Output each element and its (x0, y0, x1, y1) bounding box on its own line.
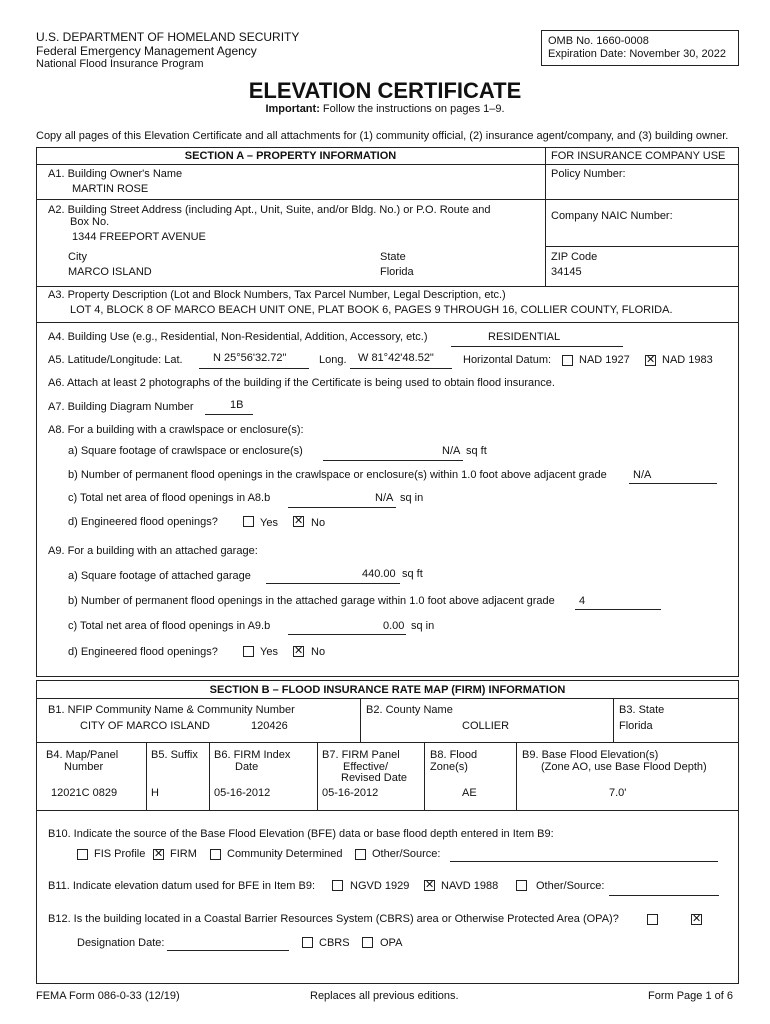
a9d-label: d) Engineered flood openings? (68, 646, 218, 658)
garage-sqft[interactable]: 440.00 (362, 568, 396, 580)
b12-label: B12. Is the building located in a Coastal Barrier Resources System (CBRS) area or Otherwise Protected Area (OPA)? (48, 913, 619, 925)
a5-label: A5. Latitude/Longitude: Lat. (48, 354, 183, 366)
omb-box (541, 30, 739, 66)
building-diagram-number[interactable]: 1B (230, 399, 244, 411)
a9d-yes-label: Yes (260, 646, 278, 658)
b8-label-cont: Zone(s) (430, 761, 468, 773)
a8d-yes-checkbox[interactable] (243, 516, 254, 527)
a6-label: A6. Attach at least 2 photographs of the building if the Certificate is being used to obtain flood insurance. (48, 377, 555, 389)
a4-label: A4. Building Use (e.g., Residential, Non-Residential, Addition, Accessory, etc.) (48, 331, 428, 343)
form-number: FEMA Form 086-0-33 (12/19) (36, 990, 180, 1002)
community-determined-checkbox[interactable] (210, 849, 221, 860)
city-value[interactable]: MARCO ISLAND (68, 266, 152, 278)
a9d-no-label: No (311, 646, 326, 658)
b3-state[interactable]: Florida (619, 720, 653, 732)
a8d-label: d) Engineered flood openings? (68, 516, 218, 528)
fis-profile-checkbox[interactable] (77, 849, 88, 860)
section-a-title: SECTION A – PROPERTY INFORMATION (184, 150, 397, 162)
b12-no-checkbox[interactable]: ✕ (692, 913, 702, 925)
designation-date-label: Designation Date: (77, 937, 165, 949)
county-name[interactable]: COLLIER (462, 720, 510, 732)
replaces-note: Replaces all previous editions. (310, 990, 459, 1002)
cbrs-label: CBRS (319, 937, 350, 949)
fis-profile-label: FIS Profile (94, 848, 146, 860)
a9a-unit: sq ft (402, 568, 423, 580)
nad1927-checkbox[interactable] (562, 355, 573, 366)
cbrs-checkbox[interactable] (302, 937, 313, 948)
a9d-no-checkbox[interactable]: ✕ (294, 645, 304, 657)
naic-number-label: Company NAIC Number: (551, 210, 673, 222)
street-address[interactable]: 1344 FREEPORT AVENUE (72, 231, 206, 243)
a9c-unit: sq in (411, 620, 435, 632)
base-flood-elevation[interactable]: 7.0' (609, 787, 627, 799)
map-panel-number[interactable]: 12021C 0829 (51, 787, 118, 799)
important-label: Important: (265, 103, 320, 115)
policy-number-label: Policy Number: (551, 168, 626, 180)
page-number: Form Page 1 of 6 (648, 990, 733, 1002)
flood-zone[interactable]: AE (462, 787, 477, 799)
city-label: City (68, 251, 87, 263)
other-source-checkbox[interactable] (355, 849, 366, 860)
firm-panel-date[interactable]: 05-16-2012 (322, 787, 379, 799)
a8d-yes-label: Yes (260, 517, 278, 529)
b11-other-label: Other/Source: (536, 880, 605, 892)
omb-number: OMB No. 1660-0008 (548, 35, 649, 47)
community-number[interactable]: 120426 (251, 720, 288, 732)
zip-value[interactable]: 34145 (551, 266, 582, 278)
b9-label: B9. Base Flood Elevation(s) (522, 749, 659, 761)
building-use[interactable]: RESIDENTIAL (488, 331, 561, 343)
b11-label: B11. Indicate elevation datum used for BFE in Item B9: (48, 880, 315, 892)
b11-other-checkbox[interactable] (516, 880, 527, 891)
b12-yes-checkbox[interactable] (647, 914, 658, 925)
b3-label: B3. State (619, 704, 665, 716)
garage-openings[interactable]: 4 (579, 595, 586, 607)
a1-label: A1. Building Owner's Name (48, 168, 183, 180)
important-text: Follow the instructions on pages 1–9. (322, 103, 505, 115)
b8-label: B8. Flood (430, 749, 478, 761)
section-b-title: SECTION B – FLOOD INSURANCE RATE MAP (FIRM) INFORMATION (209, 684, 566, 696)
state-value[interactable]: Florida (380, 266, 414, 278)
b2-label: B2. County Name (366, 704, 453, 716)
a2-label-cont: Box No. (70, 216, 110, 228)
opa-label: OPA (380, 937, 403, 949)
opa-checkbox[interactable] (362, 937, 373, 948)
navd1988-checkbox[interactable]: ✕ (425, 879, 435, 891)
nad1983-checkbox[interactable]: ✕ (646, 354, 656, 366)
page-title: ELEVATION CERTIFICATE (248, 78, 522, 103)
b10-label: B10. Indicate the source of the Base Flood Elevation (BFE) data or base flood depth entered in Item B9: (48, 828, 554, 840)
department-name: U.S. DEPARTMENT OF HOMELAND SECURITY (36, 30, 300, 44)
longitude-label: Long. (319, 354, 347, 366)
suffix[interactable]: H (151, 787, 159, 799)
a9d-yes-checkbox[interactable] (243, 646, 254, 657)
insurance-use-header: FOR INSURANCE COMPANY USE (551, 150, 726, 162)
b7-label-cont: Effective/ (343, 761, 389, 773)
ngvd1929-checkbox[interactable] (332, 880, 343, 891)
garage-opening-area[interactable]: 0.00 (383, 620, 405, 632)
b4-label-cont: Number (64, 761, 104, 773)
longitude[interactable]: W 81°42'48.52" (358, 352, 434, 364)
b4-label: B4. Map/Panel (46, 749, 119, 761)
community-name[interactable]: CITY OF MARCO ISLAND (80, 720, 210, 732)
a2-label: A2. Building Street Address (including Apt., Unit, Suite, and/or Bldg. No.) or P.O. Route and (48, 204, 491, 216)
program-name: National Flood Insurance Program (36, 58, 204, 70)
crawlspace-opening-area[interactable]: N/A (375, 492, 394, 504)
b6-label: B6. FIRM Index (214, 749, 291, 761)
a8c-label: c) Total net area of flood openings in A8.b (68, 492, 271, 504)
a8a-label: a) Square footage of crawlspace or enclosure(s) (68, 445, 303, 457)
a8b-label: b) Number of permanent flood openings in the crawlspace or enclosure(s) within 1.0 foot above adjacent grade (68, 469, 607, 481)
other-source-field[interactable] (450, 861, 718, 862)
b7-label: B7. FIRM Panel (322, 749, 400, 761)
a8c-unit: sq in (400, 492, 424, 504)
other-source-label: Other/Source: (372, 848, 441, 860)
crawlspace-sqft[interactable]: N/A (442, 445, 461, 457)
crawlspace-openings[interactable]: N/A (633, 469, 652, 481)
nad1983-label: NAD 1983 (662, 354, 713, 366)
a8d-no-label: No (311, 517, 326, 529)
a9b-label: b) Number of permanent flood openings in the attached garage within 1.0 foot above adjacent grade (68, 595, 555, 607)
owner-name[interactable]: MARTIN ROSE (72, 183, 149, 195)
zip-label: ZIP Code (551, 251, 598, 263)
b1-label: B1. NFIP Community Name & Community Number (48, 704, 295, 716)
b9-label-cont: (Zone AO, use Base Flood Depth) (541, 761, 707, 773)
a8d-no-checkbox[interactable]: ✕ (294, 515, 304, 527)
nad1927-label: NAD 1927 (579, 354, 630, 366)
firm-label: FIRM (170, 848, 197, 860)
a9-label: A9. For a building with an attached garage: (48, 545, 258, 557)
expiration-date: Expiration Date: November 30, 2022 (548, 48, 726, 60)
navd1988-label: NAVD 1988 (441, 880, 499, 892)
state-label: State (380, 251, 406, 263)
a9a-label: a) Square footage of attached garage (68, 570, 251, 582)
community-determined-label: Community Determined (227, 848, 343, 860)
firm-index-date[interactable]: 05-16-2012 (214, 787, 271, 799)
ngvd1929-label: NGVD 1929 (350, 880, 410, 892)
agency-name: Federal Emergency Management Agency (36, 44, 257, 58)
copy-instructions: Copy all pages of this Elevation Certificate and all attachments for (1) community official, (2) insurance agent/company, and (3) building owner. (36, 130, 729, 142)
firm-checkbox[interactable]: ✕ (154, 848, 164, 860)
property-description[interactable]: LOT 4, BLOCK 8 OF MARCO BEACH UNIT ONE, PLAT BOOK 6, PAGES 9 THROUGH 16, COLLIER COUNTY, FLORIDA. (70, 304, 673, 316)
important-note (0, 103, 770, 115)
a9c-label: c) Total net area of flood openings in A9.b (68, 620, 271, 632)
designation-date-field[interactable] (167, 950, 289, 951)
a3-label: A3. Property Description (Lot and Block Numbers, Tax Parcel Number, Legal Description, etc.) (48, 289, 506, 301)
b11-other-field[interactable] (609, 895, 719, 896)
a8a-unit: sq ft (466, 445, 487, 457)
a8-label: A8. For a building with a crawlspace or enclosure(s): (48, 424, 304, 436)
b5-label: B5. Suffix (151, 749, 198, 761)
b6-label-cont: Date (235, 761, 259, 773)
a7-label: A7. Building Diagram Number (48, 401, 194, 413)
latitude[interactable]: N 25°56'32.72" (213, 352, 287, 364)
b7-label-cont2: Revised Date (341, 772, 408, 784)
horizontal-datum-label: Horizontal Datum: (463, 354, 552, 366)
